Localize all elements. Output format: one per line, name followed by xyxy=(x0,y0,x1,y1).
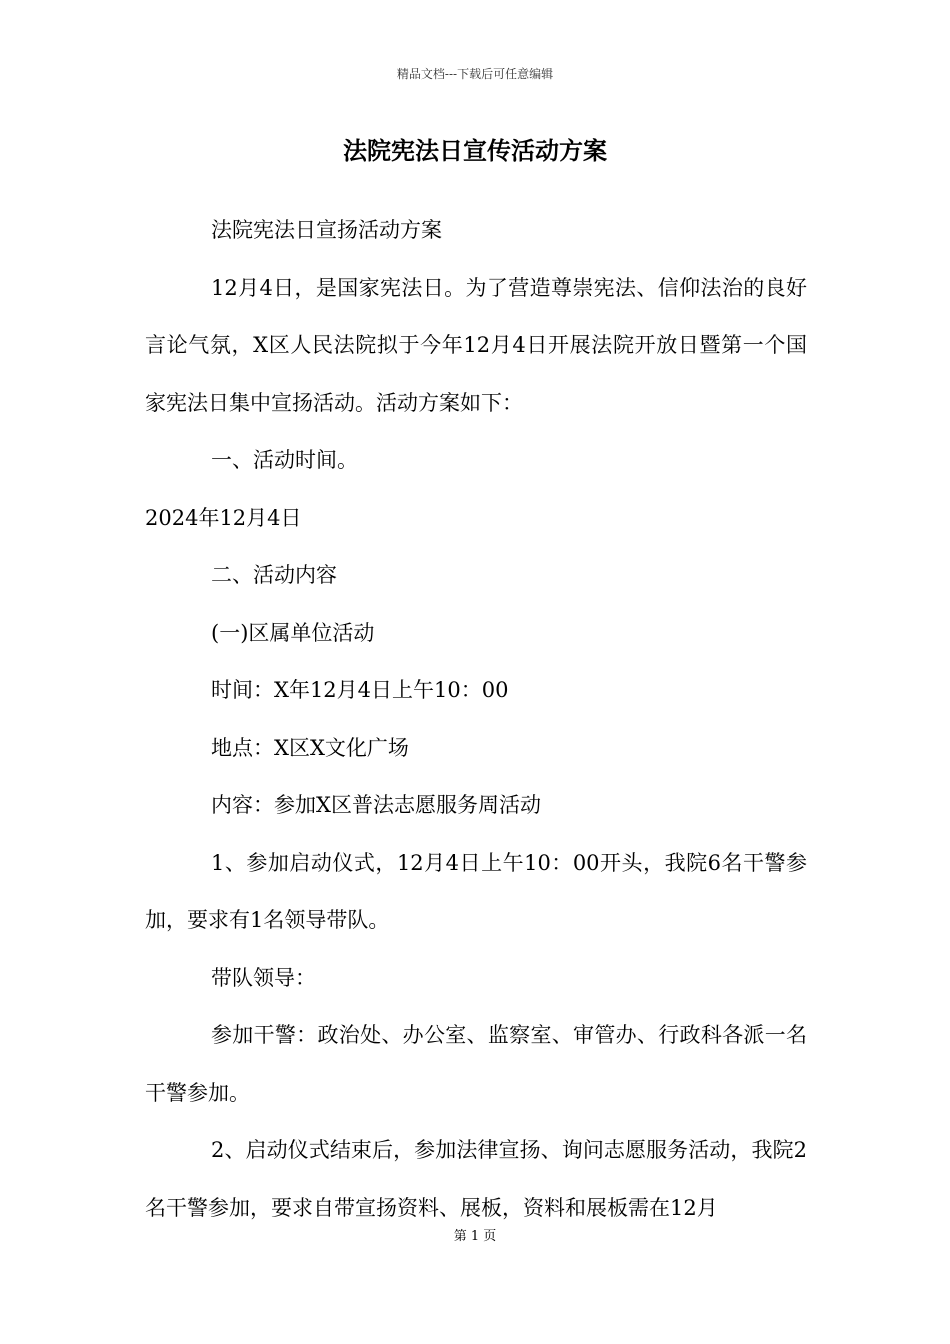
paragraph: 一、活动时间。 xyxy=(211,448,358,472)
paragraph: 带队领导： xyxy=(211,965,316,990)
document-title: 法院宪法日宣传活动方案 xyxy=(343,136,607,165)
paragraph: 参加干警：政治处、办公室、监察室、审管办、行政科各派一名干警参加。 xyxy=(145,1023,807,1105)
paragraph: 1、参加启动仪式，12月4日上午10：00开头，我院6名干警参加，要求有1名领导带队。 xyxy=(145,850,807,932)
document-body xyxy=(145,202,807,1237)
paragraph: 二、活动内容 xyxy=(211,563,337,587)
page-number: 第 1 页 xyxy=(453,1229,497,1244)
page-header: 精品文档---下载后可任意编辑 xyxy=(396,67,554,81)
paragraph: (一)区属单位活动 xyxy=(211,620,375,645)
paragraph: 内容：参加X区普法志愿服务周活动 xyxy=(211,793,541,817)
paragraph: 12月4日，是国家宪法日。为了营造尊崇宪法、信仰法治的良好言论气氛，X区人民法院拟于今年12月4日开展法院开放日暨第一个国家宪法日集中宣扬活动。活动方案如下： xyxy=(145,275,807,415)
paragraph: 法院宪法日宣扬活动方案 xyxy=(211,218,442,242)
paragraph: 2024年12月4日 xyxy=(145,505,302,530)
paragraph: 地点：X区X文化广场 xyxy=(211,735,409,760)
paragraph: 时间：X年12月4日上午10：00 xyxy=(211,678,509,702)
paragraph: 2、启动仪式结束后，参加法律宣扬、询问志愿服务活动，我院2名干警参加，要求自带宣扬资料、展板，资料和展板需在12月 xyxy=(145,1138,807,1220)
